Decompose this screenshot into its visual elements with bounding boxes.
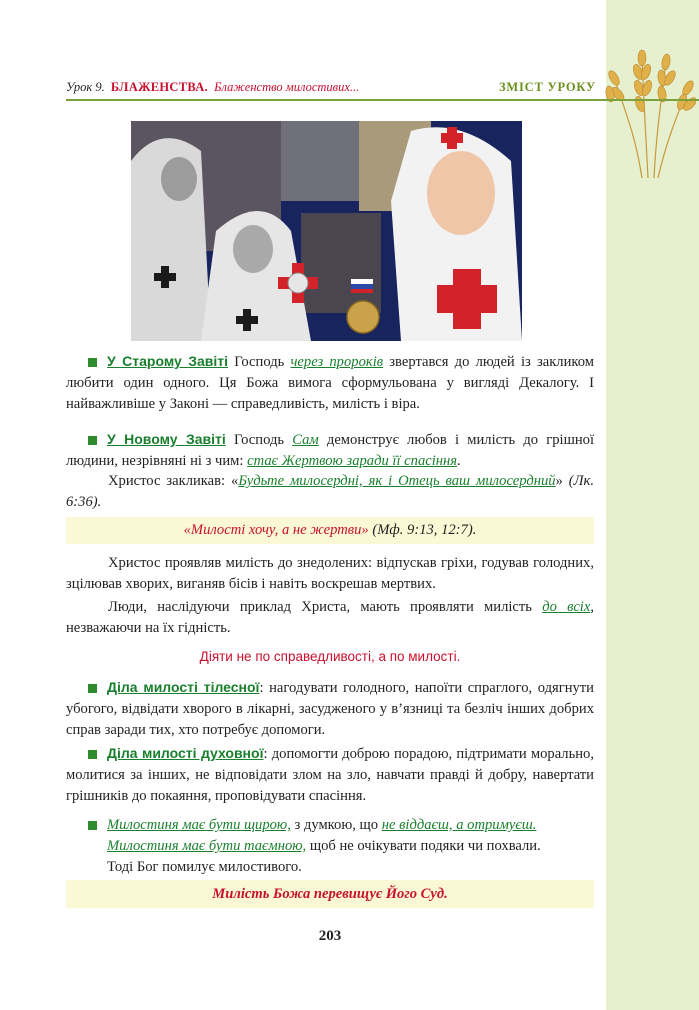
paragraph-bodily-works: Діла милості тілесної: нагодувати голодного, напоїти спраглого, одягнути убогого, відвідати хворого в лікарні, засудженого у в’язниці та безліч інших добрих справ заради тих, хто потребує допомоги. xyxy=(66,679,594,738)
quote-band-mercy xyxy=(66,517,594,544)
quote-band-judgment xyxy=(66,880,594,908)
bullet-icon xyxy=(88,436,97,445)
term-new-testament[interactable]: У Новому Завіті xyxy=(107,431,226,447)
bullet-icon xyxy=(88,684,97,693)
closing-line: Тоді Бог помилує милостивого. xyxy=(107,859,302,875)
paragraph-spiritual-works: Діла милості духовної: допомогти доброю порадою, підтримати морально, молитися за інших, не відповідати злом на зло, навчати правді й добру, навертати грішників до покаяння, проповідувати спасіння. xyxy=(66,745,595,804)
maxim-text: Діяти не по справедливості, а по милості. xyxy=(199,649,461,664)
link-to-all[interactable]: до всіх xyxy=(542,599,591,615)
quote-text: «Милості хочу, а не жертви» xyxy=(183,522,369,538)
bullet-icon xyxy=(88,358,97,367)
bible-reference: (Лк. 6:36). xyxy=(66,473,594,510)
quote-reference: (Мф. 9:13, 12:7). xyxy=(368,522,477,538)
link-receive[interactable]: не віддаєш, а отримуєш. xyxy=(381,817,537,833)
bullet-icon xyxy=(88,750,97,759)
link-be-merciful[interactable]: Будьте милосердні, як і Отець ваш милосердний xyxy=(238,473,556,489)
quote-text: Милість Божа перевищує Його Суд. xyxy=(212,886,448,902)
term-old-testament[interactable]: У Старому Завіті xyxy=(107,353,229,369)
header-rule xyxy=(66,99,699,101)
bullet-icon xyxy=(88,821,97,830)
link-sincere-alms[interactable]: Милостиня має бути щирою, xyxy=(107,817,291,833)
contents-link[interactable]: ЗМІСТ УРОКУ xyxy=(499,80,596,94)
term-bodily-works[interactable]: Діла милості тілесної xyxy=(107,679,260,695)
lesson-subtitle: Блаженство милостивих... xyxy=(214,80,360,94)
page-header xyxy=(66,80,596,100)
paragraph-old-testament: У Старому Завіті Господь через пророків звертався до людей із закликом любити один одного. Ця Божа вимога сформульована у вигляді Декалогу. І найважливіше у Законі — справедливість, милість і віра. xyxy=(66,353,594,412)
paragraph-new-testament: У Новому Завіті Господь Сам демонструє любов і милість до грішної людини, незрівняні ні з чим: стає Жертвою заради її спасіння. xyxy=(66,431,595,469)
red-cross-sisters-collage xyxy=(131,121,522,341)
paragraph-almsgiving: Милостиня має бути щирою, з думкою, що не віддаєш, а отримуєш. Милостиня має бути таємною, щоб не очікувати подяки чи похвали. Тоді Бог помилує милостивого. xyxy=(66,815,594,878)
link-becomes-sacrifice[interactable]: стає Жертвою заради її спасіння xyxy=(247,453,458,469)
link-secret-alms[interactable]: Милостиня має бути таємною, xyxy=(107,838,307,854)
page-number: 203 xyxy=(318,928,342,944)
term-spiritual-works[interactable]: Діла милості духовної xyxy=(107,745,264,761)
lesson-title: БЛАЖЕНСТВА. xyxy=(110,80,208,94)
lesson-label: Урок 9. xyxy=(66,80,105,94)
link-through-prophets[interactable]: через пророків xyxy=(290,354,384,370)
wheat-icon xyxy=(596,18,696,178)
paragraph-christ-mercy: Христос проявляв милість до знедолених: відпускав гріхи, годував голодних, зцілював хворих, виганяв бісів і навіть воскрешав мертвих. xyxy=(66,555,594,592)
paragraph-people-mercy: Люди, наслідуючи приклад Христа, мають проявляти милість до всіх, незважаючи на їх гідність. xyxy=(66,599,594,636)
link-himself[interactable]: Сам xyxy=(292,432,319,448)
paragraph-christ-called: Христос закликав: «Будьте милосердні, як і Отець ваш милосердний» (Лк. 6:36). xyxy=(66,473,594,510)
